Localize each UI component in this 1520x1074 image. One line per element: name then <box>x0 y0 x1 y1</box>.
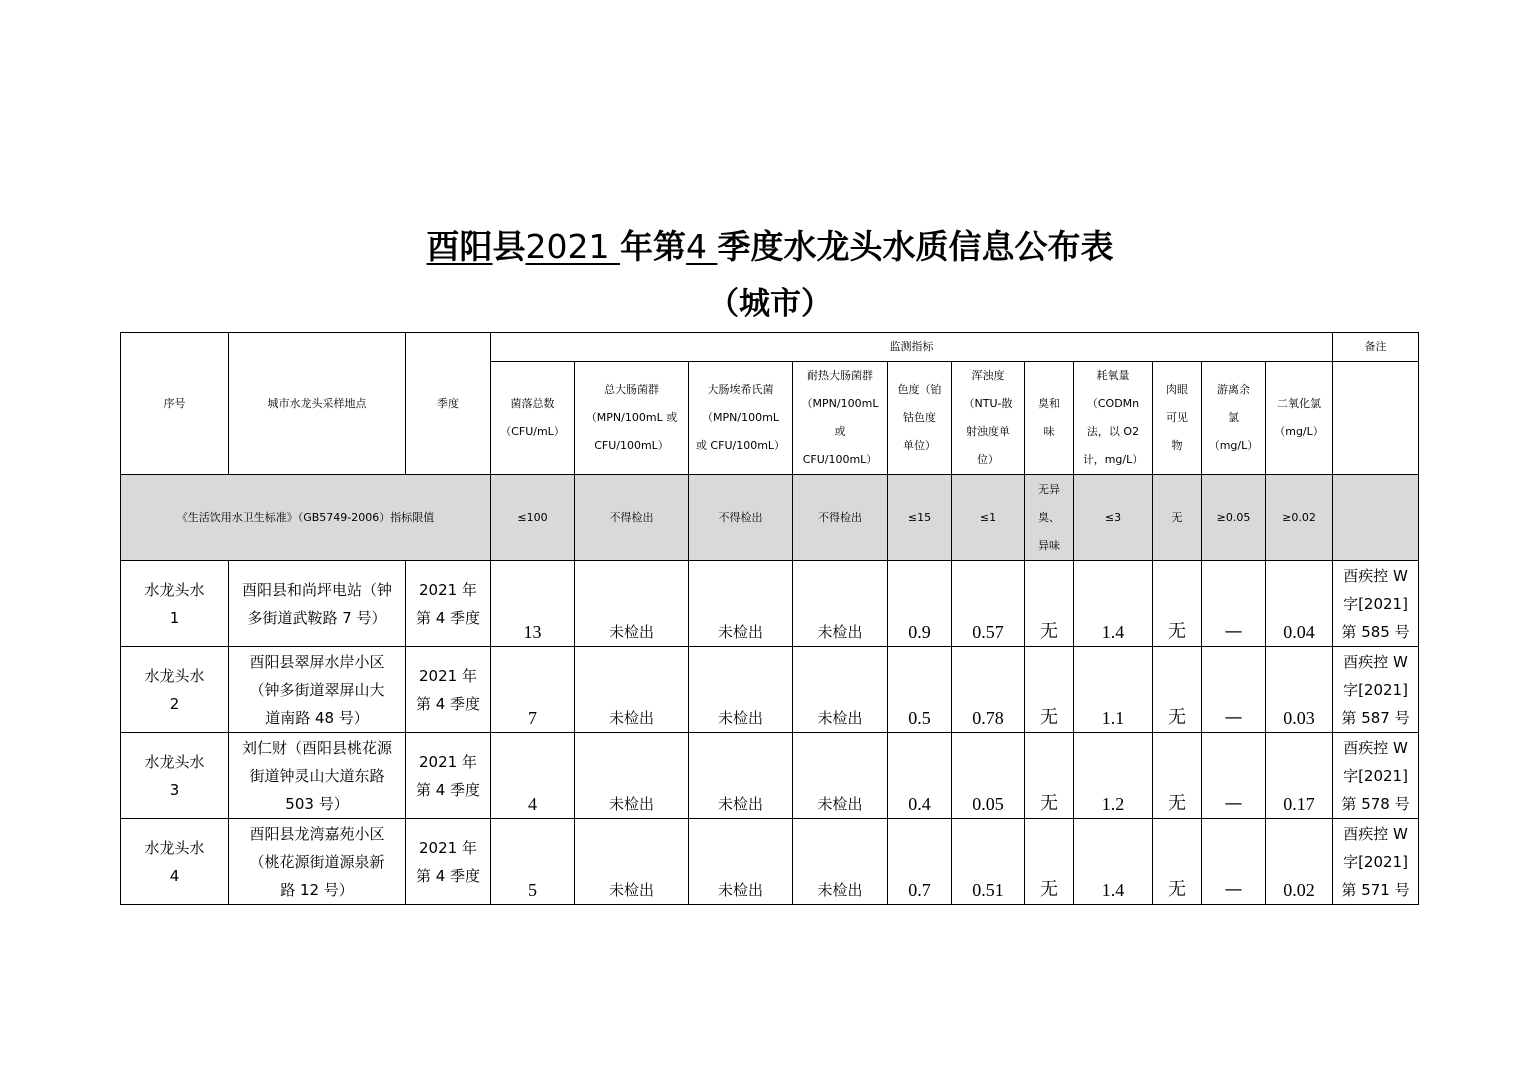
cell-oxygen: 1.4 <box>1074 819 1153 905</box>
cell-chroma: 0.7 <box>888 819 952 905</box>
header-odor: 臭和 味 <box>1025 362 1074 475</box>
row-site: 酉阳县龙湾嘉苑小区 （桃花源街道源泉新 路 12 号） <box>229 819 406 905</box>
header-visible-matter: 肉眼 可见 物 <box>1153 362 1202 475</box>
standard-value: ≤1 <box>952 475 1025 561</box>
header-chlorine-dioxide: 二氧化氯 （mg/L） <box>1266 362 1333 475</box>
header-thermo-coliform: 耐热大肠菌群 （MPN/100mL 或 CFU/100mL） <box>793 362 888 475</box>
standard-value: ≥0.02 <box>1266 475 1333 561</box>
cell-odor: 无 <box>1025 561 1074 647</box>
title-quarter: 4 <box>685 227 718 266</box>
title-county: 酉阳 <box>426 227 493 266</box>
cell-colony: 7 <box>491 647 575 733</box>
cell-e-coli: 未检出 <box>689 819 793 905</box>
standard-value: 不得检出 <box>689 475 793 561</box>
cell-turbidity: 0.78 <box>952 647 1025 733</box>
table-row <box>121 561 1419 647</box>
cell-oxygen: 1.2 <box>1074 733 1153 819</box>
row-site: 酉阳县和尚坪电站（钟 多街道武鞍路 7 号） <box>229 561 406 647</box>
header-e-coli: 大肠埃希氏菌 （MPN/100mL 或 CFU/100mL） <box>689 362 793 475</box>
document-subtitle: （城市） <box>708 286 832 322</box>
cell-colony: 4 <box>491 733 575 819</box>
cell-colony: 13 <box>491 561 575 647</box>
header-monitoring: 监测指标 <box>491 333 1333 362</box>
cell-thermo-coliform: 未检出 <box>793 647 888 733</box>
header-remark: 备注 <box>1333 333 1419 362</box>
standard-remark-blank <box>1333 475 1419 561</box>
header-colony-count: 菌落总数 （CFU/mL） <box>491 362 575 475</box>
header-season: 季度 <box>406 333 491 475</box>
cell-visible-matter: 无 <box>1153 561 1202 647</box>
cell-chlorine-dioxide: 0.04 <box>1266 561 1333 647</box>
header-oxygen-consumption: 耗氧量 （CODMn 法，以 O2 计，mg/L） <box>1074 362 1153 475</box>
cell-visible-matter: 无 <box>1153 733 1202 819</box>
water-quality-table <box>120 332 1419 905</box>
cell-turbidity: 0.05 <box>952 733 1025 819</box>
cell-thermo-coliform: 未检出 <box>793 561 888 647</box>
cell-chlorine-dioxide: 0.17 <box>1266 733 1333 819</box>
cell-thermo-coliform: 未检出 <box>793 733 888 819</box>
standard-value: 不得检出 <box>793 475 888 561</box>
standard-row <box>121 475 1419 561</box>
cell-odor: 无 <box>1025 647 1074 733</box>
header-turbidity: 浑浊度 （NTU-散 射浊度单 位） <box>952 362 1025 475</box>
header-total-coliform: 总大肠菌群 （MPN/100mL 或 CFU/100mL） <box>575 362 689 475</box>
row-seq: 水龙头水 4 <box>121 819 229 905</box>
cell-visible-matter: 无 <box>1153 647 1202 733</box>
cell-e-coli: 未检出 <box>689 733 793 819</box>
cell-chlorine-dioxide: 0.02 <box>1266 819 1333 905</box>
cell-free-chlorine: — <box>1202 733 1266 819</box>
cell-total-coliform: 未检出 <box>575 819 689 905</box>
table-row <box>121 733 1419 819</box>
standard-value: ≥0.05 <box>1202 475 1266 561</box>
cell-chroma: 0.4 <box>888 733 952 819</box>
cell-odor: 无 <box>1025 819 1074 905</box>
standard-value: ≤100 <box>491 475 575 561</box>
standard-value: 无 <box>1153 475 1202 561</box>
row-site: 刘仁财（酉阳县桃花源 街道钟灵山大道东路 503 号） <box>229 733 406 819</box>
row-remark: 酉疾控 W 字[2021] 第 585 号 <box>1333 561 1419 647</box>
cell-free-chlorine: — <box>1202 819 1266 905</box>
row-site: 酉阳县翠屏水岸小区 （钟多街道翠屏山大 道南路 48 号） <box>229 647 406 733</box>
cell-e-coli: 未检出 <box>689 561 793 647</box>
cell-chroma: 0.9 <box>888 561 952 647</box>
cell-colony: 5 <box>491 819 575 905</box>
cell-e-coli: 未检出 <box>689 647 793 733</box>
header-seq: 序号 <box>121 333 229 475</box>
title-mid: 年第 <box>619 227 686 266</box>
row-remark: 酉疾控 W 字[2021] 第 571 号 <box>1333 819 1419 905</box>
document-title <box>0 222 1520 272</box>
standard-value: 不得检出 <box>575 475 689 561</box>
header-site: 城市水龙头采样地点 <box>229 333 406 475</box>
row-remark: 酉疾控 W 字[2021] 第 587 号 <box>1333 647 1419 733</box>
cell-oxygen: 1.4 <box>1074 561 1153 647</box>
row-seq: 水龙头水 1 <box>121 561 229 647</box>
standard-label: 《生活饮用水卫生标准》（GB5749-2006）指标限值 <box>121 475 491 561</box>
cell-total-coliform: 未检出 <box>575 561 689 647</box>
row-season: 2021 年 第 4 季度 <box>406 733 491 819</box>
header-chroma: 色度（铂 钴色度 单位） <box>888 362 952 475</box>
header-free-chlorine: 游离余 氯 （mg/L） <box>1202 362 1266 475</box>
standard-value: ≤3 <box>1074 475 1153 561</box>
cell-total-coliform: 未检出 <box>575 647 689 733</box>
row-season: 2021 年 第 4 季度 <box>406 561 491 647</box>
cell-chroma: 0.5 <box>888 647 952 733</box>
cell-turbidity: 0.51 <box>952 819 1025 905</box>
cell-visible-matter: 无 <box>1153 819 1202 905</box>
header-remark-blank <box>1333 362 1419 475</box>
cell-turbidity: 0.57 <box>952 561 1025 647</box>
cell-odor: 无 <box>1025 733 1074 819</box>
cell-free-chlorine: — <box>1202 647 1266 733</box>
cell-thermo-coliform: 未检出 <box>793 819 888 905</box>
table-row <box>121 819 1419 905</box>
standard-odor: 无异 臭、 异味 <box>1025 475 1074 561</box>
cell-total-coliform: 未检出 <box>575 733 689 819</box>
row-seq: 水龙头水 3 <box>121 733 229 819</box>
standard-value: ≤15 <box>888 475 952 561</box>
title-county-suffix: 县 <box>492 227 526 266</box>
row-seq: 水龙头水 2 <box>121 647 229 733</box>
cell-oxygen: 1.1 <box>1074 647 1153 733</box>
row-season: 2021 年 第 4 季度 <box>406 819 491 905</box>
title-rest: 季度水龙头水质信息公布表 <box>717 227 1114 266</box>
table-row <box>121 647 1419 733</box>
row-season: 2021 年 第 4 季度 <box>406 647 491 733</box>
title-year: 2021 <box>525 227 620 266</box>
row-remark: 酉疾控 W 字[2021] 第 578 号 <box>1333 733 1419 819</box>
cell-free-chlorine: — <box>1202 561 1266 647</box>
cell-chlorine-dioxide: 0.03 <box>1266 647 1333 733</box>
